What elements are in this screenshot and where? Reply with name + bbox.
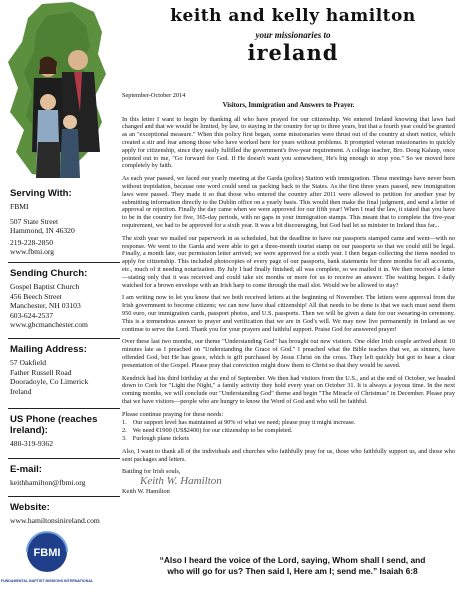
- us-phone-section: [10, 414, 118, 449]
- newsletter-subtitle: your missionaries to: [255, 30, 331, 40]
- list-number: 2.: [122, 427, 127, 435]
- fbmi-logo: [0, 530, 94, 590]
- letter-paragraph: The sixth year we mailed our paperwork in as scheduled, but the deadline to have our passports stamped came and went—with no response. We went to the Garda and were able to get a three-month tourist stamp on our passports so that we could still be legal. Finally, a month late, our permission letter arrived; we were approved for a sixth year. I then began collecting the items needed to apply for citizenship. This included photocopies of every page of our passports, bank statements for three months for all accounts, etc., much of it needing notarization. By July I had finally finished; all was complete, so we mailed it in. We then received a letter—stating only that it was received and could take six months or more for us to receive an answer. The waiting began. I daily watched for a brown envelope with an Irish harp to come through the mail slot. Would we be allowed to stay?: [122, 234, 455, 289]
- signer-name: Keith W. Hamilton: [122, 488, 170, 496]
- website-heading: Website:: [10, 502, 50, 513]
- sending-church-heading: Sending Church:: [10, 268, 88, 279]
- serving-with-section: [10, 188, 118, 257]
- serving-website[interactable]: www.fbmi.org: [10, 247, 55, 257]
- divider: [8, 496, 120, 497]
- list-text: Furlough plane tickets: [132, 435, 190, 443]
- letter-paragraph: Kendrick had his third birthday at the end of September. We then had visitors from the U.S., and at the end of October, we headed down to Cork for "Light the Night," a family activity they hold every year on October 31. It is always a joyous time. In the next coming months, we will conclude our "Understanding God" theme and begin "The Miracle of Christmas" in December. Please pray that we have visitors—people who are hungry to know the Word of God and who will be faithful.: [122, 374, 455, 405]
- quote-line: who will go for us? Then said I, Here am I; send me.” Isaiah 6:8: [167, 566, 418, 576]
- email-address[interactable]: keithhamilton@fbmi.org: [10, 478, 86, 487]
- mailing-address-heading: Mailing Address:: [10, 344, 87, 355]
- prayer-needs-intro: Please continue praying for these needs:: [122, 410, 224, 418]
- us-phone-heading: US Phone (reaches Ireland):: [10, 414, 98, 436]
- email-heading: E-mail:: [10, 464, 42, 475]
- serving-street: 507 State Street: [10, 216, 59, 226]
- mailing-line-2: Father Russell Road: [10, 367, 72, 377]
- divider: [8, 408, 120, 409]
- serving-city: Hammond, IN 46320: [10, 226, 75, 236]
- serving-org: FBMI: [10, 202, 29, 211]
- church-website[interactable]: www.gbcmanchester.com: [10, 320, 88, 330]
- prayer-needs-list: [122, 419, 455, 442]
- list-item: [122, 435, 455, 443]
- church-phone: 603-624-2537: [10, 310, 54, 320]
- newsletter-title: keith and kelly hamilton: [170, 6, 416, 26]
- letter-body: [122, 92, 455, 496]
- divider: [8, 338, 120, 339]
- mailing-line-4: Ireland: [10, 386, 32, 396]
- church-street: 456 Beech Street: [10, 291, 62, 301]
- signature: Keith W. Hamilton: [140, 475, 222, 488]
- letter-paragraph: Over these last two months, our theme "Understanding God" has brought out new visitors. One older Irish couple arrived about 10 minutes late as I preached on "Understanding the Grace of God." I preached what the Bible teaches that we, as sinners, have offended God, but He has grace, which is gift purchased by Jesus Christ on the cross. They left quickly but got to hear a clear presentation of the Gospel. Please pray that conviction might draw them to Christ so that they would be saved.: [122, 338, 455, 369]
- email-section: [10, 464, 118, 488]
- church-name: Gospel Baptist Church: [10, 282, 80, 291]
- sending-church-section: [10, 268, 118, 330]
- list-number: 1.: [122, 419, 127, 427]
- website-url[interactable]: www.hamiltonsinireland.com: [10, 516, 100, 525]
- serving-with-heading: Serving With:: [10, 188, 72, 199]
- list-text: Our support level has maintained at 90% of what we need; please pray it might increase.: [132, 419, 356, 427]
- mailing-line-3: Dooradoyle, Co Limerick: [10, 377, 89, 387]
- family-photo: [2, 2, 122, 180]
- list-item: [122, 427, 455, 435]
- list-item: [122, 419, 455, 427]
- letter-title: Visitors, Immigration and Answers to Prayer.: [222, 101, 355, 109]
- letter-paragraph: As each year passed, we faced our yearly meeting at the Garda (police) Station with immigration. These meetings have never been without trepidation, because one word could send us packing back to the States. As the first three years passed, new immigration laws were passed. They made it so that those who entered the country after 2011 were allowed to petition for another year by submitting information directly to the Dublin office on a yearly basis. This would then make the final judgment, and send a letter of approval or rejection. Finally the day came when we were approved for our fifth year! When I read the law, it stated that you have to be in the country for five, 365-day periods, with no gaps in your immigration stamps. This meant that to complete the five-year requirement, we had to be approved for a sixth year. It was a bit discouraging, but God had let us minister in Ireland thus far...: [122, 175, 455, 229]
- serving-phone: 219-228-2850: [10, 237, 54, 247]
- us-phone-number: 480-319-9362: [10, 439, 54, 448]
- divider: [8, 458, 120, 459]
- quote-line: “Also I heard the voice of the Lord, saying, Whom shall I send, and: [159, 555, 426, 565]
- mailing-line-1: 57 Oakfield: [10, 358, 47, 367]
- letter-paragraph: Also, I want to thank all of the individuals and churches who faithfully pray for us, those who faithfully support us, and those who sent packages and letters.: [122, 447, 455, 463]
- list-text: We need €1900 (US$2400) for our citizenship to be completed.: [132, 427, 293, 435]
- logo-caption: FUNDAMENTAL BAPTIST MISSIONS INTERNATIONAL: [0, 579, 94, 583]
- letter-date: September-October 2014: [122, 92, 186, 99]
- letter-paragraph: In this letter I want to begin by thanking all who have prayed for our citizenship. We entered Ireland knowing that laws had changed and that we would be limited, by law, to staying in the country for up to three years, but that a fourth year could be granted as an "exceptional measure." When this policy first began, some missionaries were thrust out of the country at short notice, which created a stir and fear among those who have worked here for years without problems. It prompted veteran missionaries to quickly apply for citizenship, since they easily fulfilled the government's five-year requirement. A college teacher, Bro. Doug Kalaup, once pointed out to me, "Go forward for God. If He doesn't want you somewhere, He's big enough to stop you." So we moved here completely by faith.: [122, 115, 455, 170]
- scripture-quote: [130, 555, 455, 577]
- letter-paragraph: I am writing now to let you know that we both received letters at the beginning of November. The letters were approval from the Irish government to become citizens; we can now have dual citizenship! All that needs to be done is that we each must send them 950 euro, our immigration cards, passport photos, and U.S. passports. Then we will be given a date for our swearing-in ceremony. This is a tremendous answer to prayer and verification that we are in God's will. We may now live permanently in Ireland as we continue to serve the Lord. Thank you for your prayers and faithful support. Praise God for answered prayer!: [122, 294, 455, 333]
- logo-initials: FBMI: [33, 547, 61, 559]
- church-city: Manchester, NH 03103: [10, 301, 81, 311]
- website-section: [10, 502, 118, 526]
- divider: [8, 262, 120, 263]
- newsletter-country: ireland: [247, 40, 339, 65]
- mailing-address-section: [10, 344, 118, 396]
- letter-closing: Battling for Irish souls,: [122, 468, 181, 476]
- list-number: 3.: [122, 435, 127, 443]
